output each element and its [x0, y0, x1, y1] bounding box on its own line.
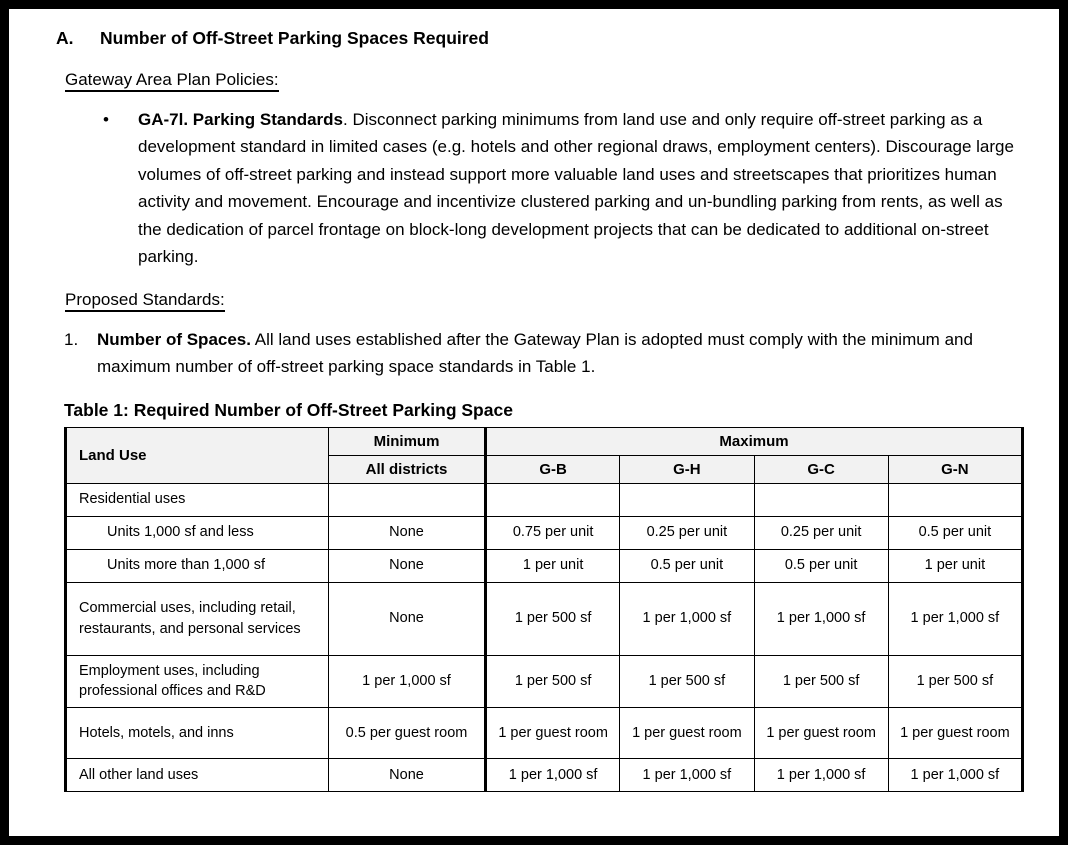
standard-number: 1. [64, 329, 79, 349]
row-cell-gc: 0.25 per unit [754, 516, 888, 549]
table-row [66, 516, 1023, 549]
row-cell-gc [754, 483, 888, 516]
row-use-label: Units more than 1,000 sf [66, 549, 329, 582]
standard-label: Number of Spaces. [97, 329, 251, 349]
header-all-districts: All districts [329, 455, 486, 483]
row-cell-gc: 1 per 1,000 sf [754, 758, 888, 791]
row-cell-gh: 0.25 per unit [620, 516, 754, 549]
table-row [66, 549, 1023, 582]
row-cell-minimum: None [329, 582, 486, 655]
row-cell-gb: 1 per unit [486, 549, 620, 582]
row-use-label: Units 1,000 sf and less [66, 516, 329, 549]
table-row [66, 655, 1023, 707]
table-row [66, 758, 1023, 791]
table-caption: Table 1: Required Number of Off-Street Parking Space [64, 399, 513, 420]
row-cell-gb: 0.75 per unit [486, 516, 620, 549]
table-body [66, 483, 1023, 791]
policy-body: . Disconnect parking minimums from land use and only require off-street parking as a development standard in limited cases (e.g. hotels and other regional draws, employment centers). Discourage large volumes of off-street parking and instead support more valuable land uses and streetscapes that prioritizes human activity and movement. Encourage and incentivize clustered parking and un-bundling parking from rents, as well as the dedication of parcel frontage on block-long development projects that can be dedicated to additional on-street parking. [138, 109, 1014, 267]
table-row [66, 582, 1023, 655]
header-land-use: Land Use [66, 427, 329, 483]
row-use-label: Residential uses [66, 483, 329, 516]
header-district-gb: G-B [486, 455, 620, 483]
header-district-gn: G-N [888, 455, 1022, 483]
standard-body: All land uses established after the Gateway Plan is adopted must comply with the minimum and maximum number of off-street parking space standards in Table 1. [97, 329, 973, 377]
row-use-label: Hotels, motels, and inns [66, 707, 329, 758]
row-cell-gc: 0.5 per unit [754, 549, 888, 582]
row-use-label: Employment uses, including professional offices and R&D [66, 655, 329, 707]
row-cell-gc: 1 per 1,000 sf [754, 582, 888, 655]
header-minimum: Minimum [329, 427, 486, 455]
standards-heading [65, 289, 1029, 312]
row-cell-gb: 1 per 1,000 sf [486, 758, 620, 791]
row-use-label: All other land uses [66, 758, 329, 791]
section-heading [56, 27, 1029, 51]
row-cell-gh: 1 per 1,000 sf [620, 758, 754, 791]
row-cell-gb: 1 per 500 sf [486, 582, 620, 655]
row-cell-gn: 1 per 500 sf [888, 655, 1022, 707]
row-cell-gn: 0.5 per unit [888, 516, 1022, 549]
table-head [66, 427, 1023, 483]
row-cell-minimum: 0.5 per guest room [329, 707, 486, 758]
table-header-row-group [66, 427, 1023, 455]
section-letter: A. [56, 28, 74, 48]
row-cell-gn: 1 per guest room [888, 707, 1022, 758]
standards-heading-text: Proposed Standards: [65, 290, 225, 312]
row-cell-gn: 1 per unit [888, 549, 1022, 582]
row-cell-gn [888, 483, 1022, 516]
standard-paragraph [97, 326, 1029, 381]
row-cell-gn: 1 per 1,000 sf [888, 758, 1022, 791]
header-maximum: Maximum [486, 427, 1023, 455]
row-cell-gh: 1 per guest room [620, 707, 754, 758]
parking-requirements-table [64, 427, 1024, 792]
row-cell-gh: 1 per 1,000 sf [620, 582, 754, 655]
section-title: Number of Off-Street Parking Spaces Required [100, 28, 489, 48]
table-row [66, 707, 1023, 758]
row-cell-gh: 1 per 500 sf [620, 655, 754, 707]
row-cell-gn: 1 per 1,000 sf [888, 582, 1022, 655]
policy-bullet-paragraph [138, 106, 1029, 271]
row-use-label: Commercial uses, including retail, restaurants, and personal services [66, 582, 329, 655]
row-cell-gb: 1 per guest room [486, 707, 620, 758]
row-cell-gb [486, 483, 620, 516]
row-cell-minimum: None [329, 758, 486, 791]
policy-bullet-item [56, 106, 1029, 271]
policies-heading-text: Gateway Area Plan Policies: [65, 70, 279, 92]
header-district-gc: G-C [754, 455, 888, 483]
row-cell-gb: 1 per 500 sf [486, 655, 620, 707]
policy-label: GA-7l. Parking Standards [138, 109, 343, 129]
page-content [56, 17, 1029, 792]
row-cell-minimum [329, 483, 486, 516]
header-district-gh: G-H [620, 455, 754, 483]
row-cell-minimum: 1 per 1,000 sf [329, 655, 486, 707]
row-cell-minimum: None [329, 516, 486, 549]
bullet-icon: • [103, 109, 109, 129]
row-cell-gc: 1 per guest room [754, 707, 888, 758]
row-cell-gc: 1 per 500 sf [754, 655, 888, 707]
row-cell-gh [620, 483, 754, 516]
standard-list-item [56, 326, 1029, 381]
row-cell-minimum: None [329, 549, 486, 582]
row-cell-gh: 0.5 per unit [620, 549, 754, 582]
table-row [66, 483, 1023, 516]
policies-heading [65, 69, 1029, 92]
